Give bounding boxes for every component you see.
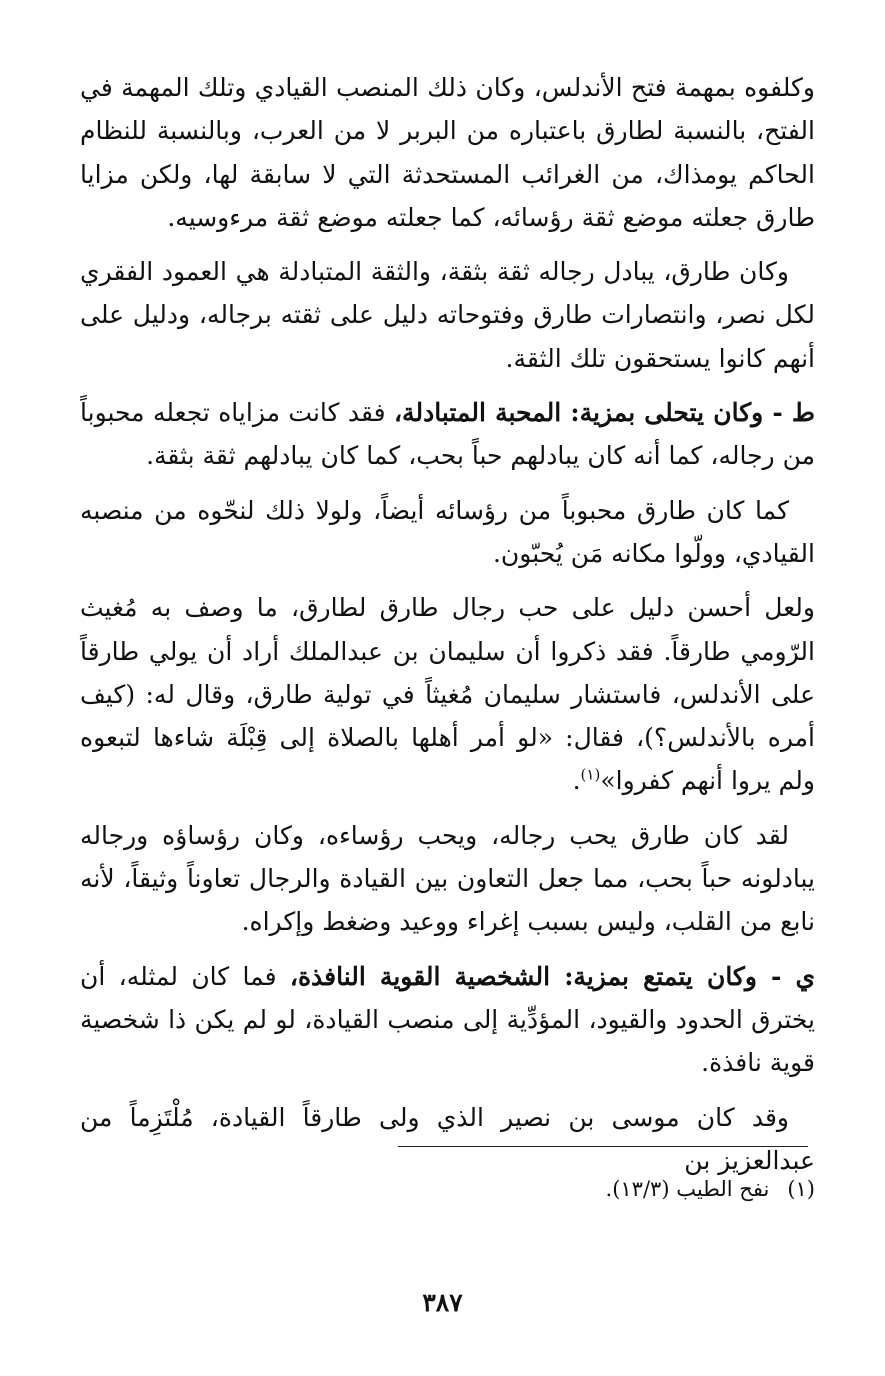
main-text <box>80 66 815 1182</box>
paragraph-7 <box>80 955 815 1085</box>
page-number: ٣٨٧ <box>422 1288 463 1317</box>
footnote-number: (١) <box>787 1177 815 1201</box>
paragraph-5 <box>80 586 815 802</box>
footnote-reference: (١) <box>580 766 601 785</box>
paragraph-3-body: فقد كانت مزاياه تجعله محبوباً من رجاله، كما أنه كان يبادلهم حباً بحب، كما كان يبادلهم ثقة بثقة. <box>80 398 815 471</box>
section-heading-ta: ط - وكان يتحلى بمزية: المحبة المتبادلة، <box>393 398 815 428</box>
paragraph-4: كما كان طارق محبوباً من رؤسائه أيضاً، ولولا ذلك لنحّوه من منصبه القيادي، وولّوا مكانه مَن يُحبّون. <box>80 495 815 568</box>
footnote-text: نفح الطيب (١٣/٣). <box>605 1177 770 1201</box>
paragraph-6: لقد كان طارق يحب رجاله، ويحب رؤساءه، وكان رؤساؤه ورجاله يبادلونه حباً بحب، مما جعل التعاون بين القيادة والرجال تعاوناً وثيقاً، لأنه نابع من القلب، وليس بسبب إغراء ووعيد وضغط وإكراه. <box>80 820 815 937</box>
footnote <box>400 1174 815 1204</box>
footnote-divider <box>398 1146 808 1147</box>
section-heading-ya: ي - وكان يتمتع بمزية: الشخصية القوية النافذة، <box>289 961 816 991</box>
paragraph-3 <box>80 391 815 478</box>
paragraph-1: وكلفوه بمهمة فتح الأندلس، وكان ذلك المنصب القيادي وتلك المهمة في الفتح، بالنسبة لطارق باعتباره من البربر لا من العرب، وبالنسبة للنظام الحاكم يومذاك، من الغرائب المستحدثة التي لا سابقة لها، ولكن مزايا طارق جعلته موضع ثقة رؤسائه، كما جعلته موضع ثقة مرءوسيه. <box>80 73 815 232</box>
paragraph-2: وكان طارق، يبادل رجاله ثقة بثقة، والثقة المتبادلة هي العمود الفقري لكل نصر، وانتصارات طارق وفتوحاته دليل على ثقته برجاله، ودليل على أنهم كانوا يستحقون تلك الثقة. <box>80 257 815 373</box>
paragraph-5-end: . <box>572 766 581 796</box>
paragraph-8: وقد كان موسى بن نصير الذي ولى طارقاً القيادة، مُلْتَزِماً من عبدالعزيز بن <box>80 1102 815 1175</box>
paragraph-5-body: ولعل أحسن دليل على حب رجال طارق لطارق، ما وصف به مُغيث الرّومي طارقاً. فقد ذكروا أن سليمان بن عبدالملك أراد أن يولي طارقاً على الأندلس، فاستشار سليمان مُغيثاً في تولية طارق، وقال له: (كيف أمره بالأندلس؟)، فقال: «لو أمر أهلها بالصلاة إلى قِبْلَة شاءها لتبعوه ولم يروا أنهم كفروا» <box>80 593 815 796</box>
paragraph-7-body: فما كان لمثله، أن يخترق الحدود والقيود، المؤدِّية إلى منصب القيادة، لو لم يكن ذا شخصية قوية نافذة. <box>80 961 815 1078</box>
